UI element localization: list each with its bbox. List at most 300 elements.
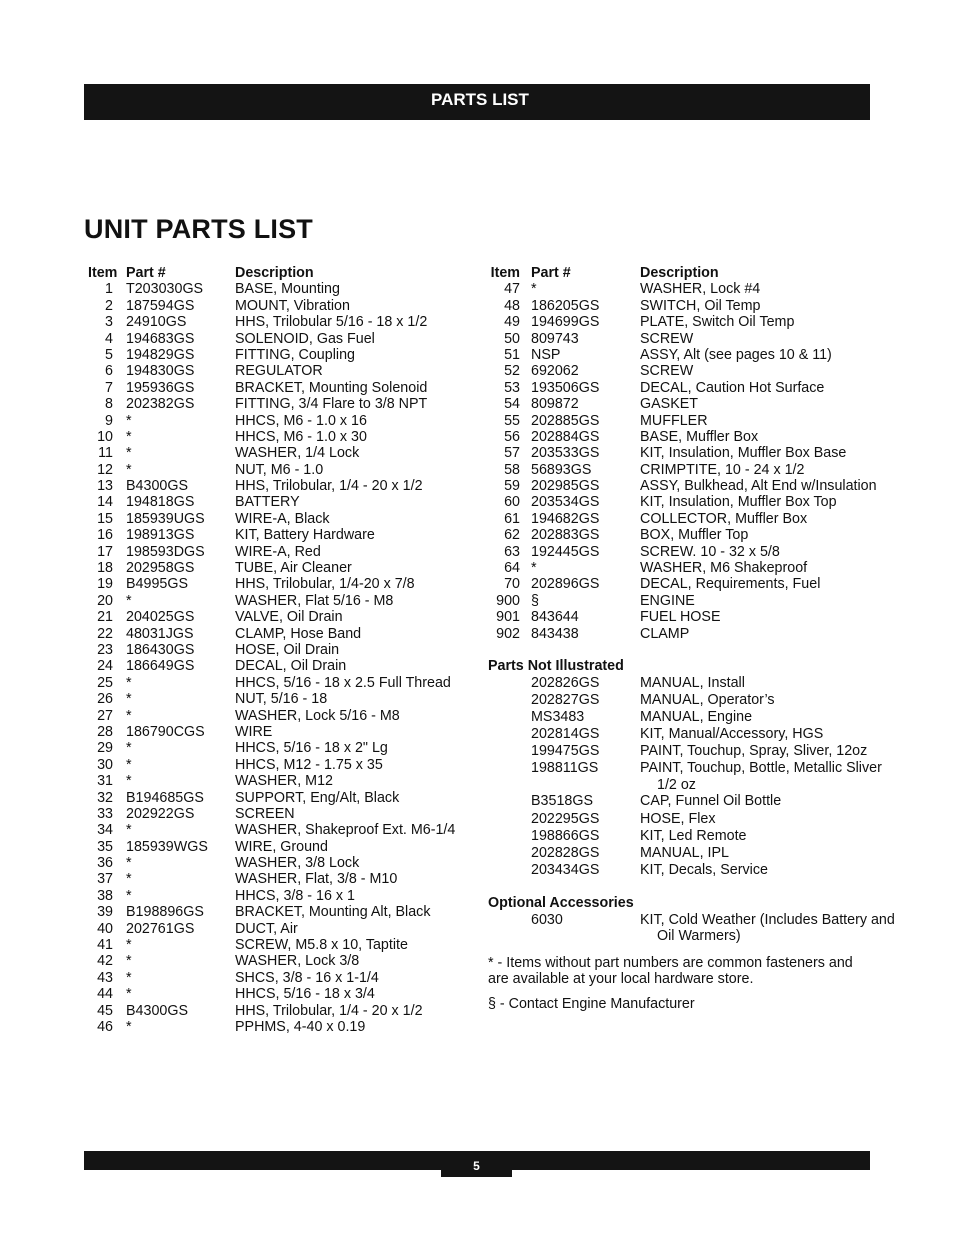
part-number: 202828GS: [531, 844, 600, 861]
part-description: ENGINE: [640, 592, 695, 609]
item-number: 70: [504, 576, 520, 593]
table-row: [88, 413, 468, 429]
table-row: [88, 871, 468, 887]
part-number: 202761GS: [126, 920, 195, 937]
part-description: DUCT, Air: [235, 920, 298, 937]
table-row: [88, 724, 468, 740]
item-number: 26: [97, 691, 113, 708]
part-description: KIT, Manual/Accessory, HGS: [640, 726, 824, 743]
table-row: [88, 347, 468, 363]
part-description: REGULATOR: [235, 363, 323, 380]
item-number: 16: [97, 527, 113, 544]
part-description: FUEL HOSE: [640, 609, 721, 626]
item-number: 46: [97, 1018, 113, 1035]
part-description: TUBE, Air Cleaner: [235, 560, 352, 577]
table-row: [88, 626, 468, 642]
part-description: HHCS, 3/8 - 16 x 1: [235, 887, 355, 904]
table-row: [488, 445, 873, 461]
table-row: [488, 494, 873, 510]
item-number: 54: [504, 396, 520, 413]
not-illustrated-title: Parts Not Illustrated: [488, 657, 624, 674]
item-number: 18: [97, 560, 113, 577]
part-description: SOLENOID, Gas Fuel: [235, 330, 375, 347]
table-row: [488, 462, 873, 478]
item-number: 50: [504, 330, 520, 347]
part-description: WASHER, Lock 5/16 - M8: [235, 707, 400, 724]
part-number: *: [126, 461, 132, 478]
part-number: *: [126, 592, 132, 609]
part-description: WIRE-A, Red: [235, 543, 321, 560]
part-number: B3518GS: [531, 793, 593, 810]
part-number: 202958GS: [126, 560, 195, 577]
part-number: 192445GS: [531, 543, 600, 560]
item-number: 14: [97, 494, 113, 511]
part-description: CRIMPTITE, 10 - 24 x 1/2: [640, 461, 805, 478]
part-number: 199475GS: [531, 743, 600, 760]
part-description: PLATE, Switch Oil Temp: [640, 314, 795, 331]
table-row: [488, 626, 873, 642]
part-description: HHS, Trilobular 5/16 - 18 x 1/2: [235, 314, 428, 331]
part-number: *: [126, 674, 132, 691]
table-row: [88, 855, 468, 871]
part-description: VALVE, Oil Drain: [235, 609, 343, 626]
part-number: 202885GS: [531, 412, 600, 429]
item-number: 52: [504, 363, 520, 380]
part-description: SCREW: [640, 363, 694, 380]
item-number: 43: [97, 969, 113, 986]
parts-list-right: [488, 265, 895, 1012]
item-number: 900: [496, 592, 520, 609]
part-number: T203030GS: [126, 281, 204, 298]
part-number: 203533GS: [531, 445, 600, 462]
table-row: [88, 380, 468, 396]
table-row: [88, 839, 468, 855]
table-row: [488, 593, 873, 609]
part-number: 48031JGS: [126, 625, 194, 642]
part-number: NSP: [531, 346, 561, 363]
part-description: HHS, Trilobular, 1/4-20 x 7/8: [235, 576, 415, 593]
table-row: [488, 429, 873, 445]
part-description: KIT, Insulation, Muffler Box Top: [640, 494, 837, 511]
table-row: [88, 888, 468, 904]
part-number: 202826GS: [531, 674, 600, 691]
part-description: HOSE, Flex: [640, 810, 716, 827]
part-number: 198811GS: [531, 760, 599, 777]
table-row: [88, 478, 468, 494]
table-row: [88, 921, 468, 937]
part-number: 194829GS: [126, 346, 195, 363]
part-description: MANUAL, Operator’s: [640, 692, 775, 709]
part-number: 193506GS: [531, 379, 600, 396]
table-row: [88, 740, 468, 756]
part-description: HHCS, 5/16 - 18 x 2" Lg: [235, 740, 388, 757]
part-number: *: [531, 560, 537, 577]
item-number: 3: [105, 314, 113, 331]
part-description: WASHER, Lock #4: [640, 281, 761, 298]
part-number: §: [531, 592, 539, 609]
table-row: [488, 331, 873, 347]
part-number: MS3483: [531, 709, 585, 726]
part-number: 203434GS: [531, 861, 600, 878]
item-number: 1: [105, 281, 113, 298]
part-number: 202884GS: [531, 428, 600, 445]
item-number: 60: [504, 494, 520, 511]
part-description: KIT, Battery Hardware: [235, 527, 375, 544]
table-row: [88, 904, 468, 920]
table-row: [88, 527, 468, 543]
item-number: 61: [504, 510, 520, 527]
part-number: *: [126, 1018, 132, 1035]
table-row: [488, 298, 873, 314]
table-row: [488, 828, 873, 845]
part-description: SCREEN: [235, 805, 295, 822]
part-description: MOUNT, Vibration: [235, 297, 350, 314]
part-description: SCREW. 10 - 32 x 5/8: [640, 543, 780, 560]
item-number: 37: [97, 871, 113, 888]
part-number: *: [126, 445, 132, 462]
table-row: [488, 413, 873, 429]
item-number: 45: [97, 1002, 113, 1019]
page-number: 5: [441, 1151, 512, 1177]
part-column-header: Part #: [531, 265, 571, 281]
item-number: 55: [504, 412, 520, 429]
item-number: 39: [97, 904, 113, 921]
engine-note: § - Contact Engine Manufacturer: [488, 995, 695, 1012]
item-number: 7: [105, 379, 113, 396]
item-number: 31: [97, 773, 113, 790]
table-row: [88, 822, 468, 838]
table-row: [88, 986, 468, 1002]
part-number: 194682GS: [531, 510, 600, 527]
table-row: [488, 811, 873, 828]
table-row: [488, 281, 873, 297]
part-number: 809872: [531, 396, 579, 413]
part-number: 202814GS: [531, 726, 600, 743]
item-number: 38: [97, 887, 113, 904]
table-row: [488, 380, 873, 396]
table-row: [88, 773, 468, 789]
item-number: 20: [97, 592, 113, 609]
part-number: 187594GS: [126, 297, 195, 314]
part-number: 202896GS: [531, 576, 600, 593]
table-row: [488, 347, 873, 363]
part-number: *: [126, 707, 132, 724]
item-number: 29: [97, 740, 113, 757]
part-number: B4300GS: [126, 1002, 188, 1019]
part-description: BRACKET, Mounting Solenoid: [235, 379, 428, 396]
part-number: 202295GS: [531, 810, 600, 827]
part-number: 185939UGS: [126, 510, 205, 527]
part-description: SWITCH, Oil Temp: [640, 297, 761, 314]
part-number: 194683GS: [126, 330, 195, 347]
part-description: SCREW, M5.8 x 10, Taptite: [235, 937, 408, 954]
table-row: [488, 760, 882, 793]
part-number: *: [126, 969, 132, 986]
part-description: WASHER, 3/8 Lock: [235, 855, 360, 872]
description-column-header: Description: [235, 265, 314, 281]
part-description: WASHER, Flat, 3/8 - M10: [235, 871, 398, 888]
part-number: 186205GS: [531, 297, 600, 314]
table-row: [488, 478, 877, 495]
part-description: HHCS, 5/16 - 18 x 3/4: [235, 986, 375, 1003]
item-number: 17: [97, 543, 113, 560]
part-number: *: [126, 822, 132, 839]
table-row: [488, 675, 873, 692]
item-number: 22: [97, 625, 113, 642]
item-number: 10: [97, 428, 113, 445]
part-number: *: [126, 887, 132, 904]
item-number: 41: [97, 937, 113, 954]
table-row: [488, 527, 873, 543]
part-description: ASSY, Alt (see pages 10 & 11): [640, 346, 832, 363]
table-row: [88, 691, 468, 707]
part-number: 202827GS: [531, 692, 600, 709]
item-number: 47: [504, 281, 520, 298]
part-number: 56893GS: [531, 461, 592, 478]
part-number: 198913GS: [126, 527, 195, 544]
part-number: 202382GS: [126, 396, 195, 413]
part-description: BASE, Muffler Box: [640, 428, 759, 445]
part-number: 6030: [531, 911, 563, 928]
item-number: 9: [105, 412, 113, 429]
table-row: [88, 790, 468, 806]
table-row: [488, 743, 873, 760]
part-number: *: [126, 871, 132, 888]
item-number: 40: [97, 920, 113, 937]
part-description: HHS, Trilobular, 1/4 - 20 x 1/2: [235, 478, 423, 495]
part-number: 195936GS: [126, 379, 195, 396]
item-column-header: Item: [88, 265, 118, 281]
description-column-header: Description: [640, 265, 719, 281]
item-column-header: Item: [490, 265, 520, 281]
part-number: 203534GS: [531, 494, 600, 511]
table-row: [88, 560, 468, 576]
header-title: PARTS LIST: [431, 90, 529, 109]
item-number: 6: [105, 363, 113, 380]
part-description: WASHER, Lock 3/8: [235, 953, 360, 970]
part-number: *: [126, 756, 132, 773]
table-row: [88, 937, 468, 953]
part-description: COLLECTOR, Muffler Box: [640, 510, 808, 527]
part-number: 198866GS: [531, 827, 600, 844]
item-number: 42: [97, 953, 113, 970]
table-row: [88, 363, 468, 379]
part-description: FITTING, Coupling: [235, 346, 355, 363]
part-number: *: [126, 740, 132, 757]
part-column-header: Part #: [126, 265, 166, 281]
part-description: HHCS, M6 - 1.0 x 16: [235, 412, 367, 429]
table-row: [88, 658, 468, 674]
part-number: 204025GS: [126, 609, 195, 626]
part-number: B198896GS: [126, 904, 204, 921]
part-description: HHCS, M12 - 1.75 x 35: [235, 756, 383, 773]
table-row: [88, 1019, 468, 1035]
item-number: 27: [97, 707, 113, 724]
table-row: [88, 576, 468, 592]
part-description: CLAMP: [640, 625, 690, 642]
part-description: CLAMP, Hose Band: [235, 625, 362, 642]
parts-list-left: [88, 265, 468, 1035]
part-description: BASE, Mounting: [235, 281, 340, 298]
item-number: 21: [97, 609, 113, 626]
item-number: 32: [97, 789, 113, 806]
table-row: [488, 793, 873, 810]
part-description: ASSY, Bulkhead, Alt End w/Insulation: [640, 478, 877, 495]
header-bar: [84, 84, 870, 120]
item-number: 57: [504, 445, 520, 462]
item-number: 58: [504, 461, 520, 478]
table-row: [88, 757, 468, 773]
item-number: 19: [97, 576, 113, 593]
part-description: SHCS, 3/8 - 16 x 1-1/4: [235, 969, 379, 986]
part-description: DECAL, Requirements, Fuel: [640, 576, 821, 593]
part-description: KIT, Led Remote: [640, 827, 747, 844]
table-row: [88, 675, 468, 691]
part-number: B4300GS: [126, 478, 188, 495]
part-description: SCREW: [640, 330, 694, 347]
part-description: GASKET: [640, 396, 698, 413]
table-row: [88, 953, 468, 969]
part-description: BRACKET, Mounting Alt, Black: [235, 904, 431, 921]
table-row: [88, 494, 468, 510]
item-number: 48: [504, 297, 520, 314]
item-number: 35: [97, 838, 113, 855]
part-description: HHCS, 5/16 - 18 x 2.5 Full Thread: [235, 674, 451, 691]
item-number: 15: [97, 510, 113, 527]
table-row: [88, 609, 468, 625]
part-number: 202883GS: [531, 527, 600, 544]
table-row: [88, 445, 468, 461]
part-description: HOSE, Oil Drain: [235, 641, 340, 658]
table-row: [88, 511, 468, 527]
item-number: 24: [97, 658, 113, 675]
item-number: 64: [504, 560, 520, 577]
part-number: 198593DGS: [126, 543, 205, 560]
item-number: 49: [504, 314, 520, 331]
item-number: 28: [97, 723, 113, 740]
part-description: HHS, Trilobular, 1/4 - 20 x 1/2: [235, 1002, 423, 1019]
optional-accessories-title: Optional Accessories: [488, 894, 634, 911]
table-row: [88, 642, 468, 658]
table-row: [488, 560, 873, 576]
part-number: 843438: [531, 625, 579, 642]
item-number: 33: [97, 805, 113, 822]
part-description: WASHER, M6 Shakeproof: [640, 560, 808, 577]
table-row: [88, 462, 468, 478]
table-row: [488, 363, 873, 379]
table-row: [488, 511, 873, 527]
part-description: DECAL, Oil Drain: [235, 658, 347, 675]
table-row: [88, 593, 468, 609]
item-number: 8: [105, 396, 113, 413]
part-description: NUT, M6 - 1.0: [235, 461, 324, 478]
part-description: PAINT, Touchup, Bottle, Metallic Sliver 1/2 oz: [640, 760, 882, 793]
table-row: [88, 806, 468, 822]
part-number: *: [126, 773, 132, 790]
part-description: MANUAL, IPL: [640, 844, 729, 861]
part-number: B4995GS: [126, 576, 188, 593]
fastener-note: * - Items without part numbers are common fasteners and are available at your local hardware store.: [488, 954, 853, 988]
part-description: WASHER, Shakeproof Ext. M6-1/4: [235, 822, 456, 839]
item-number: 51: [504, 346, 520, 363]
table-row: [88, 544, 468, 560]
part-number: 194699GS: [531, 314, 600, 331]
part-description: PPHMS, 4-40 x 0.19: [235, 1018, 366, 1035]
column-headers-left: [88, 265, 468, 281]
part-number: 186790CGS: [126, 723, 205, 740]
item-number: 13: [97, 478, 113, 495]
item-number: 902: [496, 625, 520, 642]
item-number: 56: [504, 428, 520, 445]
table-row: [88, 970, 468, 986]
part-description: WASHER, M12: [235, 773, 333, 790]
table-row: [488, 314, 873, 330]
item-number: 23: [97, 641, 113, 658]
item-number: 62: [504, 527, 520, 544]
table-row: [488, 862, 873, 879]
part-description: WIRE, Ground: [235, 838, 328, 855]
part-description: NUT, 5/16 - 18: [235, 691, 328, 708]
table-row: [88, 1003, 468, 1019]
item-number: 2: [105, 297, 113, 314]
item-number: 53: [504, 379, 520, 396]
part-description: KIT, Cold Weather (Includes Battery and Oil Warmers): [640, 911, 895, 945]
part-number: 24910GS: [126, 314, 187, 331]
item-number: 12: [97, 461, 113, 478]
part-number: 185939WGS: [126, 838, 208, 855]
table-row: [88, 281, 468, 297]
table-row: [88, 298, 468, 314]
item-number: 36: [97, 855, 113, 872]
table-row: [88, 429, 468, 445]
part-number: 186430GS: [126, 641, 195, 658]
part-number: *: [126, 986, 132, 1003]
table-row: [488, 845, 873, 862]
part-number: 194818GS: [126, 494, 195, 511]
column-headers-right: [488, 265, 873, 281]
table-row: [488, 709, 873, 726]
table-row: [488, 396, 873, 412]
part-number: 202985GS: [531, 478, 600, 495]
item-number: 5: [105, 346, 113, 363]
item-number: 34: [97, 822, 113, 839]
item-number: 25: [97, 674, 113, 691]
part-description: WIRE-A, Black: [235, 510, 330, 527]
table-row: [88, 331, 468, 347]
part-number: *: [126, 691, 132, 708]
part-description: MANUAL, Engine: [640, 709, 753, 726]
part-number: *: [126, 953, 132, 970]
part-description: BATTERY: [235, 494, 300, 511]
item-number: 44: [97, 986, 113, 1003]
table-row: [88, 314, 468, 330]
page-title: UNIT PARTS LIST: [84, 214, 313, 244]
part-number: 186649GS: [126, 658, 195, 675]
part-description: KIT, Decals, Service: [640, 861, 768, 878]
item-number: 63: [504, 543, 520, 560]
part-number: 809743: [531, 330, 579, 347]
part-number: *: [126, 412, 132, 429]
part-description: WASHER, Flat 5/16 - M8: [235, 592, 394, 609]
table-row: [88, 396, 468, 412]
part-number: *: [126, 428, 132, 445]
part-description: MANUAL, Install: [640, 674, 745, 691]
part-description: FITTING, 3/4 Flare to 3/8 NPT: [235, 396, 428, 413]
table-row: [488, 576, 873, 592]
item-number: 11: [98, 445, 113, 462]
part-description: BOX, Muffler Top: [640, 527, 749, 544]
part-number: 843644: [531, 609, 579, 626]
